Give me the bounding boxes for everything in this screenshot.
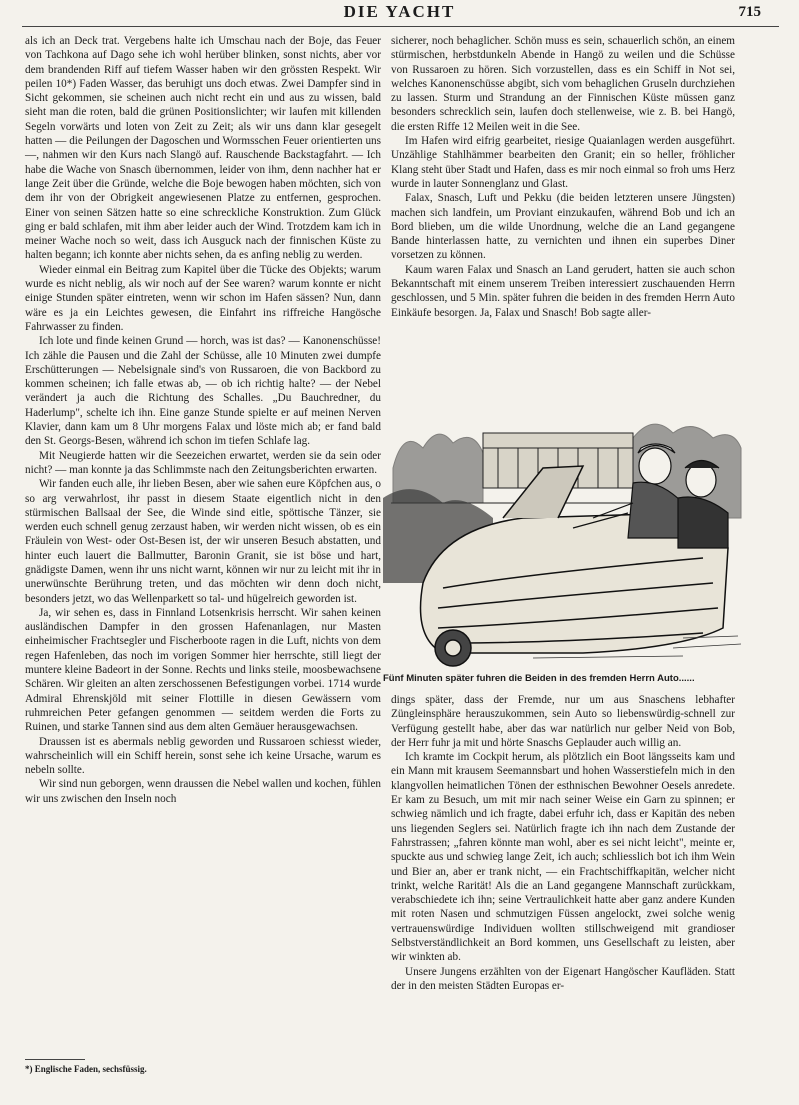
footnote-text: *) Englische Faden, sechsfüssig.	[25, 1064, 147, 1074]
paragraph: Draussen ist es abermals neblig geworden und Russaroen schiesst wieder, wahrscheinlich will ein Schiff herein, sonst sehe ich keine Ursache, warum es nebeln sollte.	[25, 735, 381, 777]
paragraph: Mit Neugierde hatten wir die Seezeichen erwartet, werden sie da sein oder nicht? — man konnte ja das Schlimmste nach den Zeitungsberichten erwarten.	[25, 449, 381, 476]
left-column	[25, 34, 381, 806]
paragraph: Falax, Snasch, Luft und Pekku (die beiden letzteren unsere Jüngsten) machen sich landfein, um Proviant einzukaufen, während Bob und ich an Bord blieben, um die wilde Unordnung, welche die an Land gegangene Bande hinterlassen hatte, zu vernichten und ihnen ein superbes Diner vorsetzen zu können.	[391, 192, 735, 262]
car-illustration	[383, 408, 743, 670]
page-number: 715	[738, 4, 761, 20]
paragraph: Unsere Jungens erzählten von der Eigenart Hangöscher Kaufläden. Statt der in den meisten Städten Europas er-	[391, 965, 735, 992]
header-rule	[22, 26, 779, 27]
paragraph: Wir fanden euch alle, ihr lieben Besen, aber wie sahen eure Köpfchen aus, o so arg verwahrlost, ihr passt in diesem Staate eigentlich nicht in den stürmischen Ballsaal der See, die Winde sind eitle, spöttische Tänzer, sie werden euch schnell genug zerzaust haben, wir werden nicht wissen, ob es ein Fräulein von West- oder Ost-Besen ist, der wir unseren Besuch abstatten, und hinter euch lauert die Ballmutter, Baronin Granit, sie ist böse und hart, gnädigste Damen, wenn ihr uns nicht warnt, können wir nur zu leicht mit ihr in unerwünschte Berührung treten, und das möchten wir denn doch nicht, besonders jetzt, wo das Wellenparkett so tal- und hügelreich geworden ist.	[25, 478, 381, 605]
paragraph: Ja, wir sehen es, dass in Finnland Lotsenkrisis herrscht. Wir sahen keinen ausländischen Dampfer in den grossen Hafenanlagen, nur Masten einheimischer Frachtsegler und Fischerboote ragen in die Luft, nichts von dem regen Hafenleben, das noch im vorigen Sommer hier herrschte, still liegt der muntere kleine Badeort in der Sonne. Rechts und links steile, moosbewachsene Schären. Wir gleiten an alten zerschossenen Befestigungen vorbei. 1714 wurde Admiral Ehrenskjöld mit seiner Flottille in diesen Gewässern vom ruhmreichen Peter gefangen genommen — seitdem werden die Forts zu Ruinen, und starke Tannen sind aus dem alten Gemäuer herausgewachsen.	[25, 606, 381, 734]
paragraph: Kaum waren Falax und Snasch an Land gerudert, hatten sie auch schon Bekanntschaft mit einem unserem Treiben interessiert zuschauenden Herrn geschlossen, und 5 Min. später fuhren die beiden in des fremden Herrn Auto Einkäufe besorgen. Ja, Falax und Snasch! Bob sagte aller-	[391, 263, 735, 319]
paragraph: dings später, dass der Fremde, nur um aus Snaschens lebhafter Züngleinsphäre herauszukommen, sein Auto so liebenswürdig-schnell zur Verfügung gestellt habe, aber das war natürlich nur gelber Neid von Bob, der Herr fuhr ja mit und hörte Snaschs Geplauder auch willig an.	[391, 694, 735, 749]
paragraph: Ich lote und finde keinen Grund — horch, was ist das? — Kanonenschüsse! Ich zähle die Pausen und die Zahl der Schüsse, alle 10 Minuten zwei dumpfe Erschütterungen — Nebelsignale sind's von Russaroen, die von Backbord zu kommen scheinen; ich falle etwas ab, — ob ich richtig halte? — der Nebel verändert ja auch die Richtung des Schalles. „Du Bauchredner, du Haderlump", schelte ich ihn. Eine ganze Stunde spielte er auf meinen Nerven Klavier, dann kam um 8 Uhr morgens Falax und löste mich ab; er fand bald den St. Georgs-Besen, während ich schon im tiefen Schlafe lag.	[25, 335, 381, 448]
page-header	[0, 0, 799, 28]
footnote	[25, 1059, 381, 1075]
illustration-caption: Fünf Minuten später fuhren die Beiden in des fremden Herrn Auto......	[383, 673, 695, 684]
right-column-bottom	[391, 693, 735, 993]
magazine-title: DIE YACHT	[343, 2, 456, 21]
sketch-drawing	[383, 408, 743, 670]
paragraph: Wir sind nun geborgen, wenn draussen die Nebel wallen und kochen, fühlen wir uns zwischen den Inseln noch	[25, 778, 381, 805]
paragraph: Wieder einmal ein Beitrag zum Kapitel über die Tücke des Objekts; warum wurde es nicht neblig, als wir noch auf der See waren? warum konnte er nicht einige Stunden später eintreten, wenn wir schon im Hafen sässen? Nun, dann wäre es ja ein Leichtes gewesen, die Einfahrt ins riffreiche Hangösche Fahrwasser zu finden.	[25, 263, 381, 333]
paragraph: Ich kramte im Cockpit herum, als plötzlich ein Boot längsseits kam und ein Mann mit krausem Seemannsbart und hohen Wasserstiefeln mich in den klangvollen heimatlichen Tönen der esthnischen Bewohner Oesels anredete. Er kam zu Besuch, um mit mir nach seiner Weise ein Garn zu spinnen; er schwieg nämlich und ich fragte, dabei erfuhr ich, dass er Kapitän des neben uns liegenden Seglers sei. Natürlich fragte ich ihn nach dem Zustande der Fahrstrassen; „fahren könnte man wohl, aber es sei nicht leicht", meinte er, spuckte aus und schwieg lange Zeit, ich auch; schliesslich bot ich ihm Wein und Bier an, aber er trank nicht, — ein Frachtschiffkapitän, welcher nicht trinkt, welche Rarität! Als die an Land gegangene Mannschaft zurückkam, verabschiedete ich ihn; seine Vertraulichkeit hatte aber ganz andere Kunden mit roten Nasen und schmutzigen Füssen angelockt, zwei solche wenig vertrauenswürdige Individuen wollten stillschweigend mit grandioser Selbstverständlichkeit an Bord kommen, uns Gesellschaft zu leisten, aber wir winkten ab.	[391, 751, 735, 964]
paragraph: Im Hafen wird eifrig gearbeitet, riesige Quaianlagen werden ausgeführt. Unzählige Stahlhämmer bearbeiten den Granit; ein so heller, fröhlicher Klang steht über Stadt und Hafen, dass es mir noch einmal so froh ums Herz wurde in lauter Sonnenglanz und Glast.	[391, 135, 735, 190]
right-column-top	[391, 34, 735, 320]
paragraph: sicherer, noch behaglicher. Schön muss es sein, schauerlich schön, an einem stürmischen, herbstdunkeln Abende in Hangö zu weilen und die Schüsse von Russaroen zu hören. Sich vorzustellen, dass es ein Schiff in Not sei, welches Kanonenschüsse abgibt, sich vom behaglichen Gruseln durchziehen zu lassen. Sturm und Strandung an der Finnischen Küste müssen ganz besonders schrecklich sein, laufen doch stellenweise, wie z. B. bei Hangö, die ersten Riffe 12 Meilen weit in die See.	[391, 35, 735, 133]
footnote-rule	[25, 1059, 85, 1060]
paragraph: als ich an Deck trat. Vergebens halte ich Umschau nach der Boje, das Feuer von Tachkona auf Dago sehe ich wohl herüber blinken, sonst nichts, aber vor dem brandenden Riff auf tiefem Wasser haben wir den grössten Respekt. Wir peilen 10*) Faden Wasser, das beruhigt uns doch etwas. Zwei Dampfer sind in Sicht gekommen, sie scheinen auch nicht recht ein und aus zu wissen, bald sieht man die roten, bald die grünen Positionslichter; wir laufen mit killenden Segeln vorwärts und loten von Zeit zu Zeit; als wir uns dann klar gesegelt hatten — die Peilungen der Dagoschen und Wormsschen Feuer orientierten uns —, nahmen wir den Kurs nach Slangö auf. Rauschende Backstagfahrt. — Ich habe die Wache von Snasch übernommen, leider von ihm, denn nachher hat er lange Zeit über die Gründe, welche die Boje bewogen haben möchten, sich von dem ihr von der Obrigkeit angewiesenen Platze zu entfernen, gesprochen. Einer von seinen Sätzen hatte so eine schreckliche Konstruktion. Zum Glück ging er bald schlafen, mit ihm aber leider auch der Wind. Trotzdem kam ich in meiner Wache noch so weit, dass ich Ausguck nach der finnischen Küste zu halten begann; ich konnte aber nichts sehen, da es anfing neblig zu werden.	[25, 35, 381, 262]
